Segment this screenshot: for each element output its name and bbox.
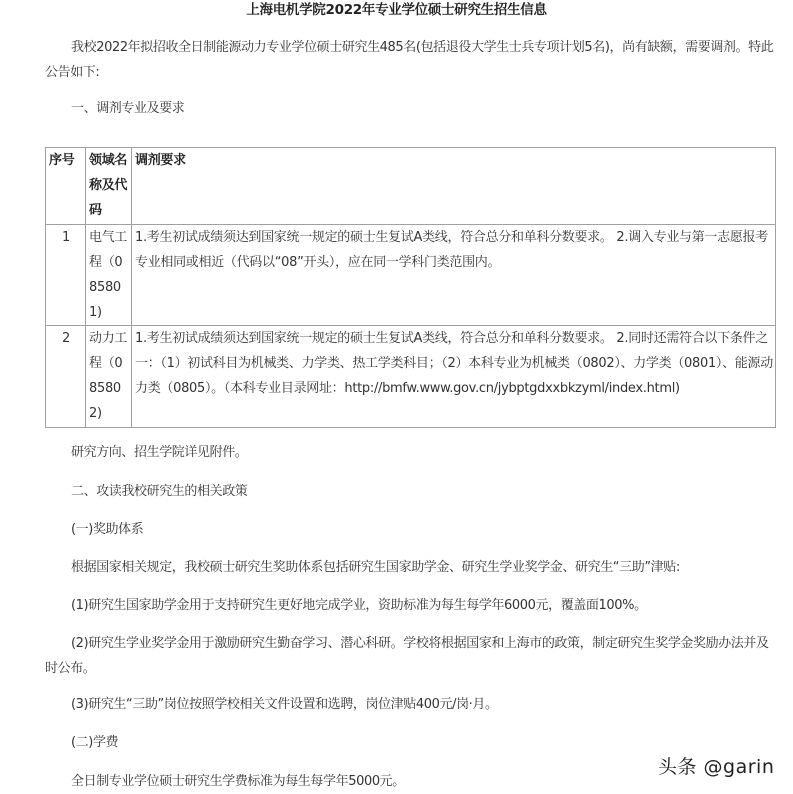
row-requirement: 1.考生初试成绩须达到国家统一规定的硕士生复试A类线，符合总分和单科分数要求。 2.调入专业与第一志愿报考专业相同或相近（代码以“08”开头），应在同一学科门类范围内。 — [132, 225, 776, 326]
table-row — [46, 326, 776, 428]
field-name: 电气工程 — [89, 230, 128, 270]
section1-heading: 一、调剂专业及要求 — [71, 101, 185, 116]
field-code: （085801) — [89, 255, 123, 320]
header-requirement: 调剂要求 — [132, 148, 776, 225]
page-title: 上海电机学院2022年专业学位硕士研究生招生信息 — [246, 2, 547, 18]
subsection1-item-2: (2)研究生学业奖学金用于激励研究生勤奋学习、潜心科研。学校将根据国家和上海市的政策，制定研究生奖学金奖励办法并及时公布。 — [45, 636, 769, 676]
subsection2-heading: (二)学费 — [71, 735, 119, 750]
header-index: 序号 — [46, 148, 86, 225]
header-field: 领域名称及代码 — [86, 148, 132, 225]
row-requirement: 1.考生初试成绩须达到国家统一规定的硕士生复试A类线，符合总分和单科分数要求。 2.同时还需符合以下条件之一：（1）初试科目为机械类、力学类、热工学类科目；（2）本科专业为机械类（0802）、力学类（0801）、能源动力类（0805）。（本科专业目录网址：http://bmfw.www.gov.cn/jybptgdxxbkzyml/index.html) — [132, 326, 776, 428]
row-field — [86, 326, 132, 428]
intro-paragraph: 我校2022年拟招收全日制能源动力专业学位硕士研究生485名(包括退役大学生士兵专项计划5名)，尚有缺额，需要调剂。特此公告如下: — [45, 40, 774, 80]
subsection1-item-1: (1)研究生国家助学金用于支持研究生更好地完成学业，资助标准为每生每学年6000元，覆盖面100%。 — [71, 598, 647, 613]
row-index: 1 — [46, 225, 86, 326]
subsection2-text: 全日制专业学位硕士研究生学费标准为每生每学年5000元。 — [71, 774, 405, 789]
section2-heading: 二、攻读我校研究生的相关政策 — [71, 484, 248, 499]
subsection1-intro: 根据国家相关规定，我校硕士研究生奖助体系包括研究生国家助学金、研究生学业奖学金、研究生“三助”津贴: — [71, 560, 680, 575]
adjustment-requirements-table — [45, 147, 776, 428]
subsection1-heading: (一)奖助体系 — [71, 522, 144, 537]
field-code: （085802) — [89, 356, 123, 421]
row-index: 2 — [46, 326, 86, 428]
table-header-row — [46, 148, 776, 225]
table-row — [46, 225, 776, 326]
field-name: 动力工程 — [89, 331, 128, 371]
row-field — [86, 225, 132, 326]
watermark: 头条 @garin — [658, 756, 775, 778]
after-table-note: 研究方向、招生学院详见附件。 — [71, 445, 248, 460]
subsection1-item-3: (3)研究生“三助”岗位按照学校相关文件设置和选聘，岗位津贴400元/岗·月。 — [71, 697, 498, 712]
